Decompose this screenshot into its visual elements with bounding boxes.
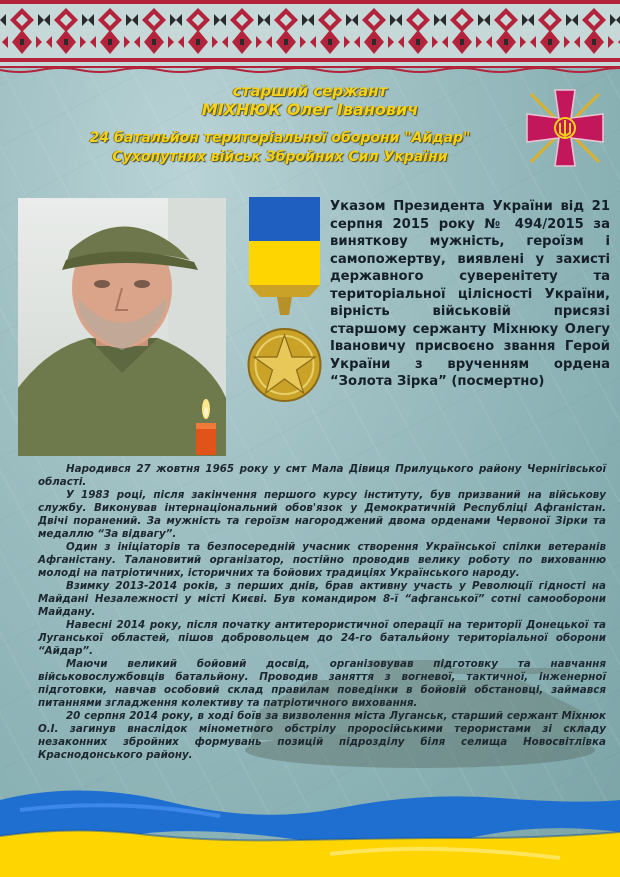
memorial-candle-icon	[193, 395, 219, 455]
biography	[38, 463, 606, 762]
embroidery-ornament	[0, 0, 620, 76]
unit-line-2: Сухопутних військ Збройних Сил України	[112, 149, 448, 165]
bio-paragraph: Маючи великий бойовий досвід, організовував підготовку та навчання військовослужбовців батальйону. Проводив заняття з вогневої, тактичної, інженерної підготовки, навчав особовий склад правилам поведінки в бойовій обстановці, займався питаннями згладження колективу та патріотичного виховання.	[38, 658, 606, 709]
ground-forces-emblem-icon	[523, 86, 607, 170]
bio-paragraph: Один з ініціаторів та безпосередній учасник створення Української спілки ветеранів Афганістану. Талановитий організатор, постійно проводив велику роботу по вихованню молоді на патріотичних, історичних та бойових традиціях Українського народу.	[38, 541, 606, 579]
bio-paragraph: У 1983 році, після закінчення першого курсу інституту, був призваний на військову службу. Виконував інтернаціональний обов'язок у Демократичній Республіці Афганістан. Двічі поранений. За мужність та героїзм нагороджений двома орденами Червоної Зірки та медаллю “За відвагу”.	[38, 489, 606, 540]
rank-title: старший сержант	[232, 82, 388, 100]
bio-paragraph: Навесні 2014 року, після початку антитерористичної операції на території Донецької та Луганської областей, пішов добровольцем до 24-го батальйону територіальної оборони “Айдар”.	[38, 619, 606, 657]
bio-paragraph: 20 серпня 2014 року, в ході боїв за визволення міста Луганськ, старший сержант Міхнюк О.І. загинув внаслідок мінометного обстрілу проросійськими терористами зі складу незаконних збройних формувань позицій підрозділу біля селища Новосвітлівка Краснодонського району.	[38, 710, 606, 761]
gold-star-medal-icon	[247, 197, 322, 409]
unit-line-1: 24 батальйон територіальної оборони "Айдар"	[89, 130, 471, 146]
person-name: МІХНЮК Олег Іванович	[201, 100, 419, 119]
bio-paragraph: Народився 27 жовтня 1965 року у смт Мала Дівиця Прилуцького району Чернігівської області.	[38, 463, 606, 488]
decree-text: Указом Президента України від 21 серпня 2015 року № 494/2015 за виняткову мужність, героїзм і самопожертву, виявлені у захисті державного суверенітету та територіальної цілісності України, вірність військовій присязі старшому сержанту Міхнюку Олегу Івановичу присвоєно звання Герой України з врученням ордена “Золота Зірка” (посмертно)	[330, 199, 610, 389]
bio-paragraph: Взимку 2013-2014 років, з перших днів, брав активну участь у Революції гідності на Майдані Незалежності у місті Києві. Був командиром 8-ї “афганської” сотні самооборони Майдану.	[38, 580, 606, 618]
ukrainian-flag-icon	[0, 780, 620, 877]
